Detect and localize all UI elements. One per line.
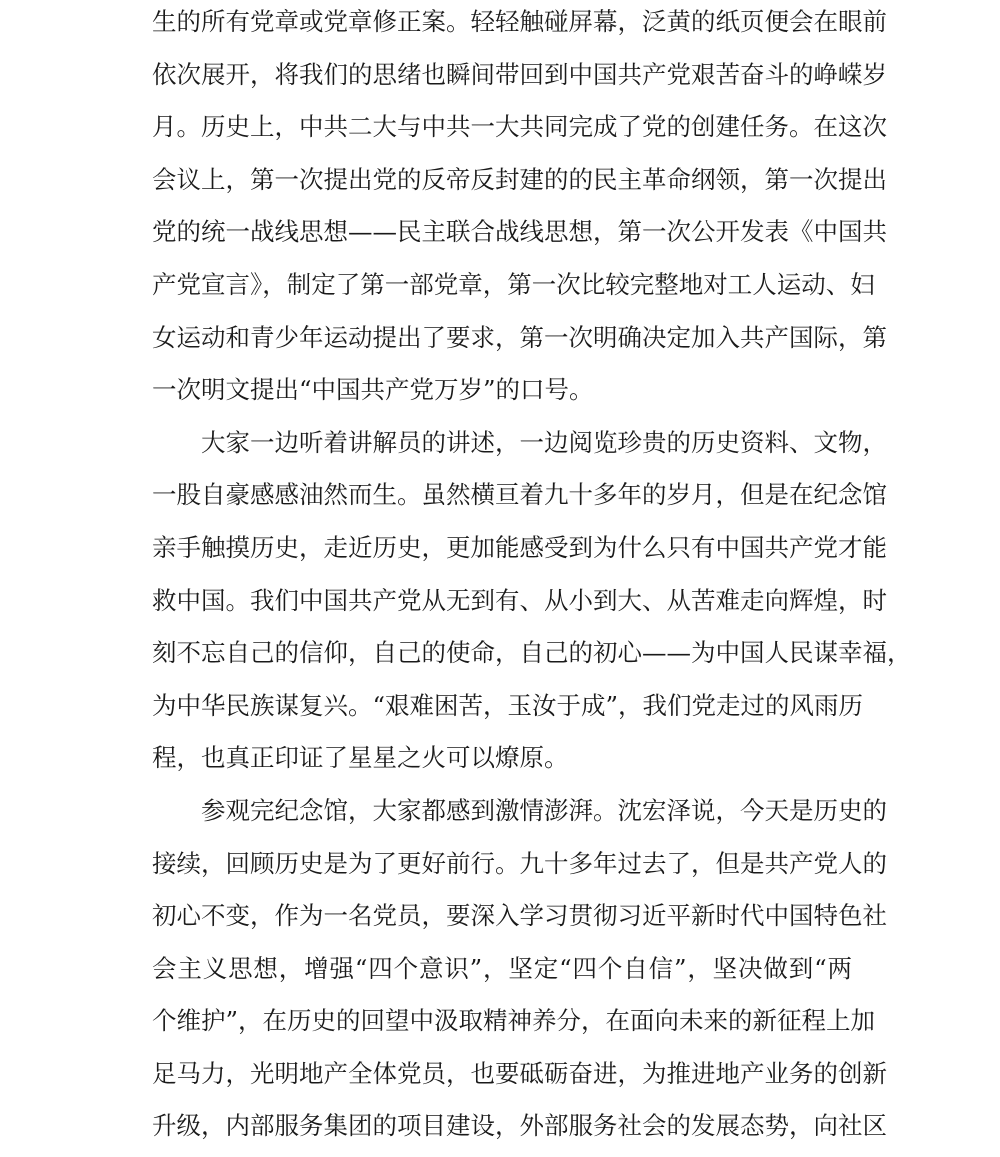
text-line: 会主义思想，增强“四个意识”，坚定“四个自信”，坚决做到“两 — [152, 953, 852, 983]
text-line: 依次展开，将我们的思绪也瞬间带回到中国共产党艰苦奋斗的峥嵘岁 — [152, 59, 887, 89]
text-line: 救中国。我们中国共产党从无到有、从小到大、从苦难走向辉煌，时 — [152, 585, 887, 615]
text-line: 一次明文提出“中国共产党万岁”的口号。 — [152, 375, 594, 405]
text-line: 接续，回顾历史是为了更好前行。九十多年过去了，但是共产党人的 — [152, 848, 887, 878]
text-line: 一股自豪感感油然而生。虽然横亘着九十多年的岁月，但是在纪念馆 — [152, 480, 887, 510]
text-line: 程，也真正印证了星星之火可以燎原。 — [152, 743, 569, 773]
text-line: 亲手触摸历史，走近历史，更加能感受到为什么只有中国共产党才能 — [152, 532, 887, 562]
text-line: 个维护”，在历史的回望中汲取精神养分，在面向未来的新征程上加 — [152, 1006, 876, 1036]
text-line: 党的统一战线思想——民主联合战线思想，第一次公开发表《中国共 — [152, 217, 887, 247]
text-line: 会议上，第一次提出党的反帝反封建的的民主革命纲领，第一次提出 — [152, 164, 887, 194]
text-line: 产党宣言》，制定了第一部党章，第一次比较完整地对工人运动、妇 — [152, 269, 875, 299]
paragraph-first-line: 大家一边听着讲解员的讲述，一边阅览珍贵的历史资料、文物， — [201, 427, 887, 457]
text-line: 足马力，光明地产全体党员，也要砥砺奋进，为推进地产业务的创新 — [152, 1058, 887, 1088]
text-line: 升级，内部服务集团的项目建设，外部服务社会的发展态势，向社区 — [152, 1111, 887, 1141]
text-line: 初心不变，作为一名党员，要深入学习贯彻习近平新时代中国特色社 — [152, 901, 887, 931]
text-line: 月。历史上，中共二大与中共一大共同完成了党的创建任务。在这次 — [152, 112, 887, 142]
text-line: 刻不忘自己的信仰，自己的使命，自己的初心——为中国人民谋幸福， — [152, 638, 912, 668]
paragraph-first-line: 参观完纪念馆，大家都感到激情澎湃。沈宏泽说，今天是历史的 — [201, 795, 887, 825]
text-line: 为中华民族谋复兴。“艰难困苦，玉汝于成”，我们党走过的风雨历 — [152, 690, 864, 720]
text-line: 生的所有党章或党章修正案。轻轻触碰屏幕，泛黄的纸页便会在眼前 — [152, 7, 887, 36]
body-text — [152, 0, 912, 1157]
text-line: 女运动和青少年运动提出了要求，第一次明确决定加入共产国际，第 — [152, 322, 887, 352]
